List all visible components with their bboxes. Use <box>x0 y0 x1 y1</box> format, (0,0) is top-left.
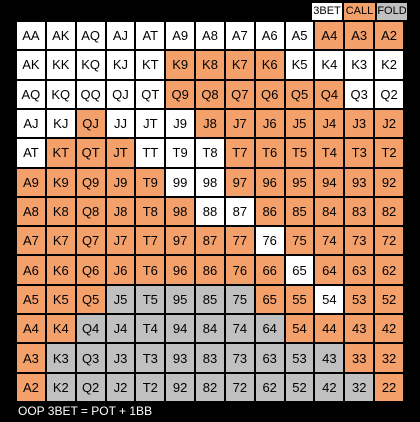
hand-cell-q4-call: Q4 <box>315 81 343 108</box>
hand-cell-q9-call: Q9 <box>77 169 105 196</box>
hand-cell-a4-call: A4 <box>315 22 343 49</box>
hand-cell-a9-3bet: A9 <box>166 22 194 49</box>
hand-cell-a3-call: A3 <box>17 344 45 371</box>
hand-cell-j8-call: J8 <box>196 110 224 137</box>
hand-cell-k2-fold: K2 <box>47 374 75 401</box>
hand-cell-ak-3bet: AK <box>47 22 75 49</box>
hand-cell-63-call: 63 <box>345 256 373 283</box>
hand-cell-q2-fold: Q2 <box>77 374 105 401</box>
hand-cell-a2-call: A2 <box>17 374 45 401</box>
hand-cell-44-call: 44 <box>315 315 343 342</box>
hand-cell-85-fold: 85 <box>196 286 224 313</box>
hand-cell-j6-call: J6 <box>256 110 284 137</box>
hand-cell-a8-call: A8 <box>17 198 45 225</box>
hand-cell-q3-3bet: Q3 <box>345 81 373 108</box>
hand-cell-98-call: 98 <box>166 198 194 225</box>
hand-cell-t3-fold: T3 <box>136 344 164 371</box>
hand-cell-82-fold: 82 <box>196 374 224 401</box>
hand-cell-q8-call: Q8 <box>196 81 224 108</box>
hand-cell-jt-call: JT <box>107 139 135 166</box>
hand-cell-t7-call: T7 <box>136 227 164 254</box>
hand-cell-84-call: 84 <box>315 198 343 225</box>
hand-cell-94-fold: 94 <box>166 315 194 342</box>
legend-3bet: 3BET <box>312 3 342 20</box>
hand-cell-a8-3bet: A8 <box>196 22 224 49</box>
hand-cell-j2-call: J2 <box>375 110 403 137</box>
hand-cell-t5-fold: T5 <box>136 286 164 313</box>
hand-cell-aj-3bet: AJ <box>17 110 45 137</box>
hand-cell-86-call: 86 <box>256 198 284 225</box>
hand-cell-a2-call: A2 <box>375 22 403 49</box>
hand-cell-t4-call: T4 <box>315 139 343 166</box>
hand-cell-62-fold: 62 <box>256 374 284 401</box>
hand-cell-t6-call: T6 <box>256 139 284 166</box>
hand-cell-tt-3bet: TT <box>136 139 164 166</box>
legend-call: CALL <box>344 3 375 20</box>
hand-cell-a7-3bet: A7 <box>226 22 254 49</box>
hand-cell-87-call: 87 <box>196 227 224 254</box>
hand-cell-75-call: 75 <box>286 227 314 254</box>
hand-cell-kk-3bet: KK <box>47 51 75 78</box>
hand-cell-85-call: 85 <box>286 198 314 225</box>
hand-cell-t4-fold: T4 <box>136 315 164 342</box>
hand-cell-96-call: 96 <box>166 256 194 283</box>
hand-cell-t2-fold: T2 <box>136 374 164 401</box>
hand-cell-76-3bet: 76 <box>256 227 284 254</box>
hand-cell-t6-call: T6 <box>136 256 164 283</box>
hand-cell-j7-call: J7 <box>226 110 254 137</box>
hand-cell-a6-call: A6 <box>17 256 45 283</box>
hand-cell-j6-call: J6 <box>107 256 135 283</box>
hand-cell-32-fold: 32 <box>345 374 373 401</box>
hand-cell-q6-call: Q6 <box>256 81 284 108</box>
hand-cell-t2-call: T2 <box>375 139 403 166</box>
hand-cell-t7-call: T7 <box>226 139 254 166</box>
hand-cell-t9-call: T9 <box>136 169 164 196</box>
hand-cell-jt-3bet: JT <box>136 110 164 137</box>
hand-cell-99-3bet: 99 <box>166 169 194 196</box>
hand-cell-k4-call: K4 <box>47 315 75 342</box>
hand-cell-96-call: 96 <box>256 169 284 196</box>
legend-fold: FOLD <box>377 3 407 20</box>
chart-title: OOP 3BET = POT + 1BB <box>18 404 153 418</box>
hand-cell-43-call: 43 <box>345 315 373 342</box>
hand-cell-kj-3bet: KJ <box>47 110 75 137</box>
hand-cell-75-fold: 75 <box>226 286 254 313</box>
hand-cell-k5-call: K5 <box>47 286 75 313</box>
hand-cell-72-fold: 72 <box>226 374 254 401</box>
hand-cell-87-3bet: 87 <box>226 198 254 225</box>
hand-cell-q4-fold: Q4 <box>77 315 105 342</box>
hand-cell-93-call: 93 <box>345 169 373 196</box>
hand-cell-at-3bet: AT <box>136 22 164 49</box>
hand-cell-83-call: 83 <box>345 198 373 225</box>
hand-cell-aj-3bet: AJ <box>107 22 135 49</box>
hand-cell-42-call: 42 <box>375 315 403 342</box>
hand-cell-j2-fold: J2 <box>107 374 135 401</box>
hand-cell-53-call: 53 <box>345 286 373 313</box>
hand-cell-53-fold: 53 <box>286 344 314 371</box>
hand-cell-k6-call: K6 <box>256 51 284 78</box>
hand-cell-a5-3bet: A5 <box>286 22 314 49</box>
hand-cell-66-call: 66 <box>256 256 284 283</box>
hand-cell-83-fold: 83 <box>196 344 224 371</box>
hand-cell-97-call: 97 <box>166 227 194 254</box>
hand-cell-kj-3bet: KJ <box>107 51 135 78</box>
hand-cell-a6-3bet: A6 <box>256 22 284 49</box>
hand-cell-65-call: 65 <box>256 286 284 313</box>
hand-cell-54-call: 54 <box>286 315 314 342</box>
hand-cell-73-fold: 73 <box>226 344 254 371</box>
hand-cell-at-3bet: AT <box>17 139 45 166</box>
hand-cell-q3-fold: Q3 <box>77 344 105 371</box>
hand-cell-a7-call: A7 <box>17 227 45 254</box>
hand-cell-t5-call: T5 <box>286 139 314 166</box>
hand-cell-jj-3bet: JJ <box>107 110 135 137</box>
hand-cell-kt-call: KT <box>47 139 75 166</box>
hand-cell-64-fold: 64 <box>256 315 284 342</box>
hand-cell-33-call: 33 <box>345 344 373 371</box>
hand-cell-92-fold: 92 <box>166 374 194 401</box>
hand-cell-qt-3bet: QT <box>136 81 164 108</box>
hand-cell-kt-3bet: KT <box>136 51 164 78</box>
hand-cell-q7-call: Q7 <box>77 227 105 254</box>
hand-cell-q2-3bet: Q2 <box>375 81 403 108</box>
hand-cell-j5-fold: J5 <box>107 286 135 313</box>
hand-cell-64-call: 64 <box>315 256 343 283</box>
hand-cell-k8-call: K8 <box>196 51 224 78</box>
hand-cell-88-3bet: 88 <box>196 198 224 225</box>
hand-cell-aq-3bet: AQ <box>17 81 45 108</box>
hand-cell-kq-3bet: KQ <box>77 51 105 78</box>
hand-cell-52-call: 52 <box>375 286 403 313</box>
hand-cell-k4-3bet: K4 <box>315 51 343 78</box>
hand-cell-qj-call: QJ <box>77 110 105 137</box>
hand-cell-77-call: 77 <box>226 227 254 254</box>
hand-cell-k5-3bet: K5 <box>286 51 314 78</box>
hand-cell-aq-3bet: AQ <box>77 22 105 49</box>
hand-cell-a3-call: A3 <box>345 22 373 49</box>
hand-cell-k9-call: K9 <box>166 51 194 78</box>
hand-cell-74-call: 74 <box>315 227 343 254</box>
hand-cell-94-call: 94 <box>315 169 343 196</box>
hand-cell-j5-call: J5 <box>286 110 314 137</box>
hand-cell-j3-fold: J3 <box>107 344 135 371</box>
hand-cell-k3-3bet: K3 <box>345 51 373 78</box>
hand-cell-q5-call: Q5 <box>286 81 314 108</box>
hand-cell-55-call: 55 <box>286 286 314 313</box>
hand-cell-98-3bet: 98 <box>196 169 224 196</box>
hand-cell-j8-call: J8 <box>107 198 135 225</box>
hand-cell-q8-call: Q8 <box>77 198 105 225</box>
hand-cell-j3-call: J3 <box>345 110 373 137</box>
hand-cell-95-fold: 95 <box>166 286 194 313</box>
hand-cell-t8-call: T8 <box>136 198 164 225</box>
hand-cell-a9-call: A9 <box>17 169 45 196</box>
hand-cell-k9-call: K9 <box>47 169 75 196</box>
hand-cell-j4-call: J4 <box>315 110 343 137</box>
hand-cell-82-call: 82 <box>375 198 403 225</box>
hand-cell-43-fold: 43 <box>315 344 343 371</box>
hand-cell-q5-call: Q5 <box>77 286 105 313</box>
hand-cell-q9-call: Q9 <box>166 81 194 108</box>
hand-cell-a4-call: A4 <box>17 315 45 342</box>
hand-range-grid <box>15 20 405 403</box>
hand-cell-ak-3bet: AK <box>17 51 45 78</box>
hand-cell-93-fold: 93 <box>166 344 194 371</box>
hand-cell-42-fold: 42 <box>315 374 343 401</box>
hand-cell-84-fold: 84 <box>196 315 224 342</box>
hand-cell-j9-call: J9 <box>107 169 135 196</box>
hand-cell-54-3bet: 54 <box>315 286 343 313</box>
hand-cell-76-call: 76 <box>226 256 254 283</box>
hand-cell-aa-3bet: AA <box>17 22 45 49</box>
hand-cell-q7-call: Q7 <box>226 81 254 108</box>
hand-cell-92-call: 92 <box>375 169 403 196</box>
hand-cell-32-call: 32 <box>375 344 403 371</box>
hand-cell-k6-call: K6 <box>47 256 75 283</box>
hand-cell-k7-call: K7 <box>47 227 75 254</box>
hand-cell-k8-call: K8 <box>47 198 75 225</box>
hand-cell-22-call: 22 <box>375 374 403 401</box>
hand-cell-63-fold: 63 <box>256 344 284 371</box>
hand-cell-kq-3bet: KQ <box>47 81 75 108</box>
hand-cell-86-call: 86 <box>196 256 224 283</box>
hand-cell-j7-call: J7 <box>107 227 135 254</box>
hand-cell-73-call: 73 <box>345 227 373 254</box>
hand-cell-q6-call: Q6 <box>77 256 105 283</box>
hand-cell-j4-fold: J4 <box>107 315 135 342</box>
hand-cell-qt-call: QT <box>77 139 105 166</box>
hand-cell-qq-3bet: QQ <box>77 81 105 108</box>
hand-cell-62-call: 62 <box>375 256 403 283</box>
hand-cell-95-call: 95 <box>286 169 314 196</box>
hand-cell-k3-fold: K3 <box>47 344 75 371</box>
hand-cell-k7-call: K7 <box>226 51 254 78</box>
legend <box>312 3 407 20</box>
hand-cell-a5-call: A5 <box>17 286 45 313</box>
hand-cell-97-call: 97 <box>226 169 254 196</box>
hand-cell-t8-3bet: T8 <box>196 139 224 166</box>
hand-cell-74-fold: 74 <box>226 315 254 342</box>
hand-cell-72-call: 72 <box>375 227 403 254</box>
hand-cell-t3-call: T3 <box>345 139 373 166</box>
hand-cell-j9-3bet: J9 <box>166 110 194 137</box>
hand-cell-t9-3bet: T9 <box>166 139 194 166</box>
hand-cell-qj-3bet: QJ <box>107 81 135 108</box>
hand-cell-k2-3bet: K2 <box>375 51 403 78</box>
hand-cell-52-fold: 52 <box>286 374 314 401</box>
hand-cell-65-3bet: 65 <box>286 256 314 283</box>
